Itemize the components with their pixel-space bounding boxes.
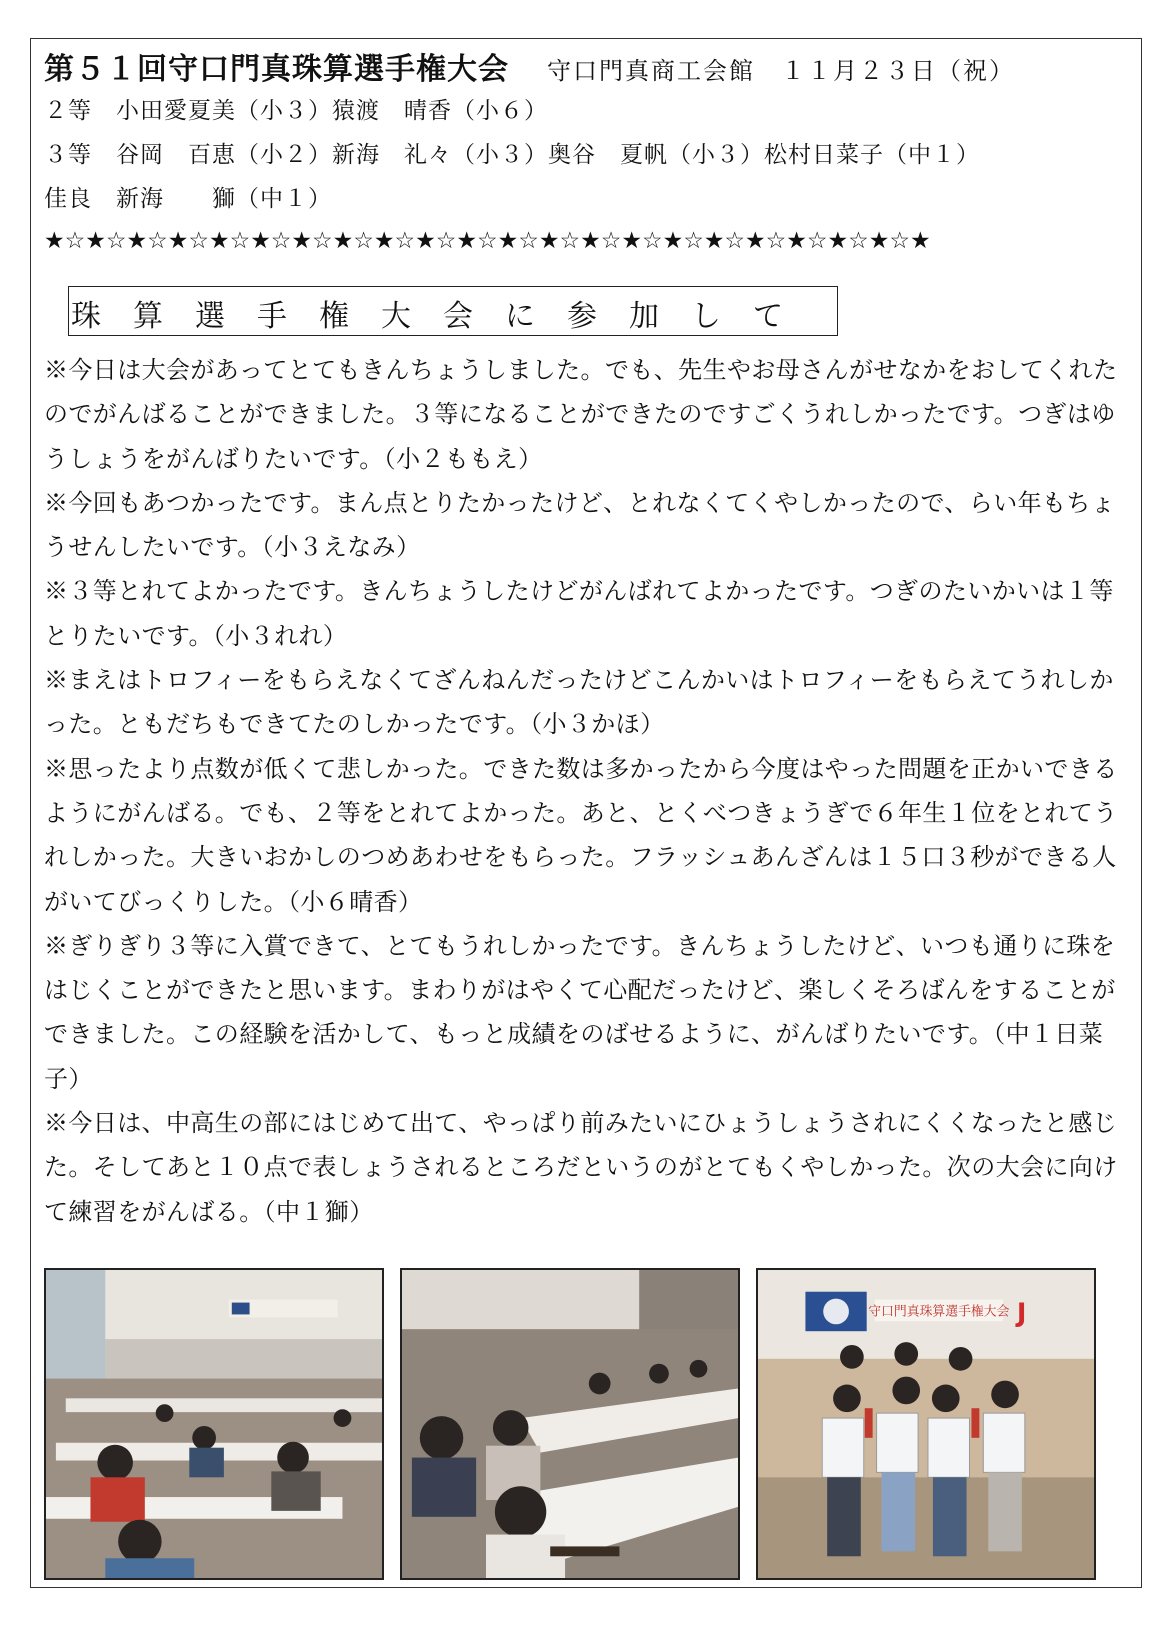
result-honorable-mention: 佳良 新海 獅（中１） bbox=[44, 186, 332, 212]
star-divider: ★☆★☆★☆★☆★☆★☆★☆★☆★☆★☆★☆★☆★☆★☆★☆★☆★☆★☆★☆★☆★☆★ bbox=[44, 228, 931, 254]
page-title: 第５１回守口門真珠算選手権大会 bbox=[44, 52, 509, 87]
essay-item: ※今回もあつかったです。まん点とりたかったけど、とれなくてくやしかったので、らい年もちょうせんしたいです。（小３えなみ） bbox=[44, 488, 1116, 562]
banner-text: 守口門真珠算選手権大会 bbox=[868, 1304, 1010, 1320]
svg-text:J: J bbox=[1016, 1298, 1027, 1329]
essay-list bbox=[44, 348, 1119, 1234]
photo-competition-hall bbox=[44, 1268, 384, 1580]
essay-item: ※今日は大会があってとてもきんちょうしました。でも、先生やお母さんがせなかをおしてくれたのでがんばることができました。３等になることができたのですごくうれしかったです。つぎはゆうしょうをがんばりたいです。（小２ももえ） bbox=[44, 356, 1118, 473]
photo-award-winners bbox=[756, 1268, 1096, 1580]
photo-students-at-desks bbox=[400, 1268, 740, 1580]
essay-item: ※ぎりぎり３等に入賞できて、とてもうれしかったです。きんちょうしたけど、いつも通りに珠をはじくことができたと思います。まわりがはやくて心配だったけど、楽しくそろばんをすることができました。この経験を活かして、もっと成績をのばせるように、がんばりたいです。（中１日菜子） bbox=[44, 931, 1116, 1093]
essay-item: ※まえはトロフィーをもらえなくてざんねんだったけどこんかいはトロフィーをもらえてうれしかった。ともだちもできてたのしかったです。（小３かほ） bbox=[44, 666, 1114, 739]
result-third-place: ３等 谷岡 百恵（小２）新海 礼々（小３）奥谷 夏帆（小３）松村日菜子（中１） bbox=[44, 142, 980, 168]
essay-item: ※思ったより点数が低くて悲しかった。できた数は多かったから今度はやった問題を正かいできるようにがんばる。でも、２等をとれてよかった。あと、とくべつきょうぎで６年生１位をとれてうれしかった。大きいおかしのつめあわせをもらった。フラッシュあんざんは１５口３秒ができる人がいてびっくりした。（小６晴香） bbox=[44, 754, 1118, 916]
section-title: 珠算選手権大会に参加して bbox=[71, 299, 815, 334]
essay-item: ※今日は、中高生の部にはじめて出て、やっぱり前みたいにひょうしょうされにくくなったと感じた。そしてあと１０点で表しょうされるところだというのがとてもくやしかった。次の大会に向けて練習をがんばる。（中１獅） bbox=[44, 1109, 1118, 1226]
essay-item: ※３等とれてよかったです。きんちょうしたけどがんばれてよかったです。つぎのたいかいは１等とりたいです。（小３れれ） bbox=[44, 577, 1114, 650]
venue-date: 守口門真商工会館 １１月２３日（祝） bbox=[547, 57, 1015, 85]
page-title-line bbox=[44, 44, 1015, 88]
result-second-place: ２等 小田愛夏美（小３）猿渡 晴香（小６） bbox=[44, 98, 548, 124]
section-title-box bbox=[68, 286, 838, 336]
